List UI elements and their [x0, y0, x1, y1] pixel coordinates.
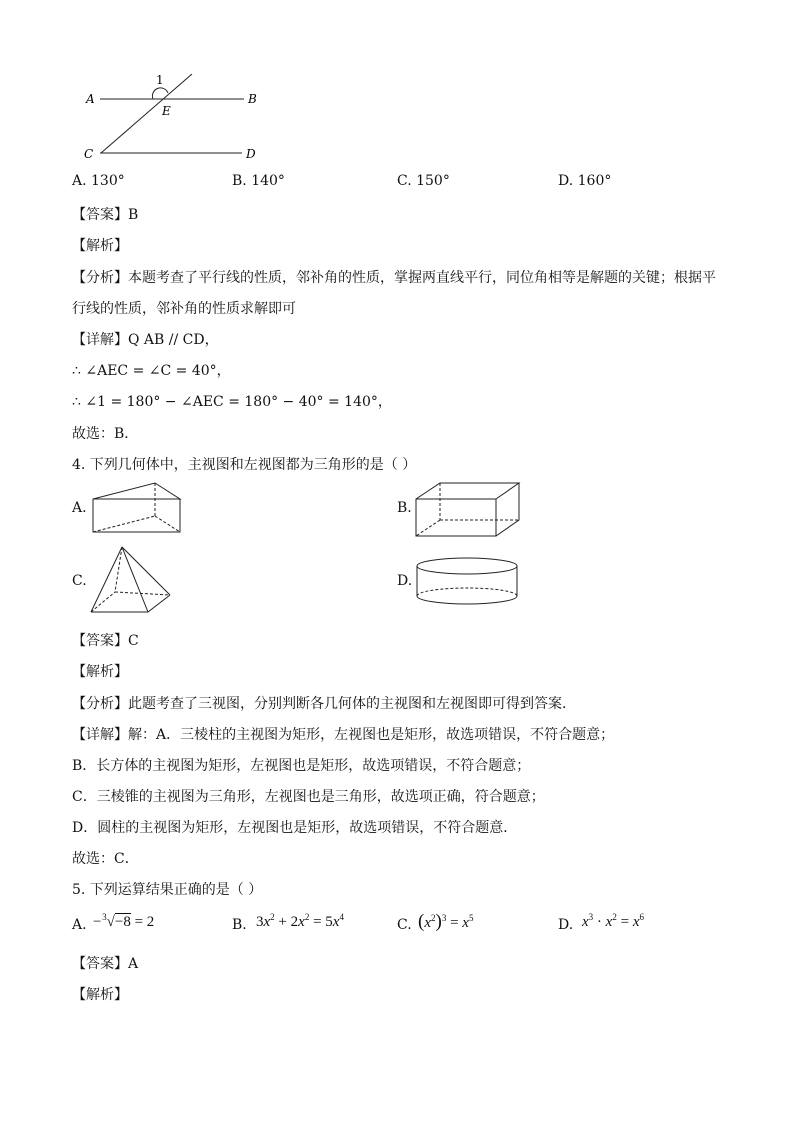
transversal-line: [101, 74, 192, 153]
q4-answer: 【答案】C: [72, 633, 139, 649]
q3-detail-line2: ∴ ∠AEC = ∠C = 40°，: [72, 363, 231, 379]
q5-answer: 【答案】A: [72, 956, 139, 972]
q5-option-d-formula: $x^3 \cdot x^2 = x^6$: [582, 912, 644, 930]
q3-option-b: B. 140°: [232, 173, 285, 189]
q4-stem: 4. 下列几何体中，主视图和左视图都为三角形的是（ ）: [72, 457, 417, 473]
q3-option-d: D. 160°: [558, 173, 612, 189]
label-e: E: [162, 104, 171, 118]
q4-conclusion: 故选：C．: [72, 851, 139, 867]
label-b: B: [248, 92, 257, 106]
q3-option-a: A. 130°: [72, 173, 125, 189]
label-a: A: [86, 92, 95, 106]
q4-option-b-label: B.: [397, 500, 412, 516]
q5-option-b-letter: B.: [232, 917, 247, 933]
q3-option-c: C. 150°: [397, 173, 450, 189]
q4-detail-line1: 【详解】解：A．三棱柱的主视图为矩形，左视图也是矩形，故选项错误，不符合题意；: [72, 727, 615, 743]
pyramid-icon: [90, 546, 174, 614]
q4-option-c-label: C.: [72, 573, 87, 589]
q3-conclusion: 故选：B．: [72, 426, 139, 442]
q3-analysis-label: 【解析】: [72, 238, 128, 254]
parallel-lines-figure: [80, 70, 280, 170]
q5-option-c-formula: $(x^2)^3 = x^5$: [418, 911, 474, 932]
q5-option-c-letter: C.: [397, 917, 412, 933]
q5-option-a-formula: −$^3$√−8 = 2: [92, 912, 155, 930]
q3-analysis-line1: 【分析】本题考查了平行线的性质，邻补角的性质，掌握两直线平行，同位角相等是解题的关键；根据平: [72, 270, 716, 286]
label-c: C: [84, 147, 94, 161]
q3-answer: 【答案】B: [72, 207, 139, 223]
q5-analysis-label: 【解析】: [72, 987, 128, 1003]
q4-analysis-label: 【解析】: [72, 664, 128, 680]
q4-option-a-label: A.: [72, 500, 87, 516]
q5-option-b-formula: $3x^2 + 2x^2 = 5x^4$: [256, 912, 344, 930]
q3-detail-line3: ∴ ∠1 = 180° − ∠AEC = 180° − 40° = 140°，: [72, 394, 392, 410]
q4-option-d-label: D.: [397, 573, 413, 589]
q3-detail-line1: 【详解】Q AB // CD，: [72, 332, 219, 348]
q4-detail-line3: C．三棱锥的主视图为三角形，左视图也是三角形，故选项正确，符合题意；: [72, 789, 545, 805]
label-1: 1: [156, 73, 164, 87]
q4-detail-line4: D．圆柱的主视图为矩形，左视图也是矩形，故选项错误，不符合题意．: [72, 820, 518, 836]
triangular-prism-icon: [92, 482, 184, 534]
label-d: D: [246, 147, 256, 161]
q5-stem: 5. 下列运算结果正确的是（ ）: [72, 882, 263, 898]
q5-option-d-letter: D.: [558, 917, 574, 933]
q4-detail-line2: B．长方体的主视图为矩形，左视图也是矩形，故选项错误，不符合题意；: [72, 758, 531, 774]
cylinder-icon: [415, 556, 519, 608]
q3-analysis-line2: 行线的性质，邻补角的性质求解即可: [72, 301, 296, 317]
q4-analysis-line: 【分析】此题考查了三视图，分别判断各几何体的主视图和左视图即可得到答案．: [72, 696, 576, 712]
q5-option-a-letter: A.: [72, 917, 87, 933]
cuboid-icon: [415, 482, 521, 538]
